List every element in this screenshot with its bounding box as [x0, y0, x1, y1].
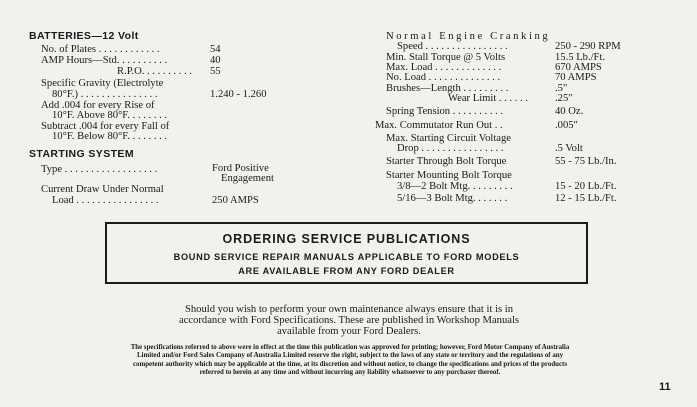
- amp-std-value: 40: [210, 55, 221, 66]
- mount-38-value: 15 - 20 Lb./Ft.: [555, 181, 617, 192]
- fineprint-line1: The specifications referred to above were in effect at the time this publication was approved for printing; however, Ford Motor Company of Australia: [130, 344, 570, 351]
- fineprint-line2: Limited and/or Ford Sales Company of Australia Limited reserve the right, subject to the laws of any state or territory and the regulations of any: [136, 352, 564, 359]
- ordering-notice-box: [105, 222, 588, 284]
- max-load-label: Max. Load . . . . . . . . . . . . .: [386, 62, 502, 73]
- stall-torque-value: 15.5 Lb./Ft.: [555, 52, 606, 63]
- batteries-heading: BATTERIES—12 Volt: [29, 30, 139, 42]
- page-number: 11: [659, 381, 671, 393]
- starting-system-heading: STARTING SYSTEM: [29, 148, 134, 160]
- maintenance-paragraph-line2: accordance with Ford Specifications. These are published in Workshop Manuals: [178, 315, 520, 326]
- subtract-line1: Subtract .004 for every Fall of: [41, 121, 170, 132]
- plates-value: 54: [210, 44, 221, 55]
- spring-tension-label: Spring Tension . . . . . . . . . .: [386, 106, 504, 117]
- max-load-value: 670 AMPS: [555, 62, 602, 73]
- wear-limit-label: Wear Limit . . . . . .: [448, 93, 529, 104]
- cranking-line1: Normal Engine Cranking: [386, 31, 551, 42]
- add-line1: Add .004 for every Rise of: [41, 100, 155, 111]
- stall-torque-label: Min. Stall Torque @ 5 Volts: [386, 52, 506, 63]
- type-value-line1: Ford Positive: [212, 163, 269, 174]
- current-draw-line2: Load . . . . . . . . . . . . . . . .: [52, 195, 159, 206]
- notice-line1: BOUND SERVICE REPAIR MANUALS APPLICABLE TO FORD MODELS: [173, 252, 520, 262]
- specific-gravity-line1: Specific Gravity (Electrolyte: [41, 78, 164, 89]
- voltage-drop-value: .5 Volt: [555, 143, 583, 154]
- brushes-length-label: Brushes—Length . . . . . . . . .: [386, 83, 509, 94]
- commutator-runout-label: Max. Commutator Run Out . .: [375, 120, 503, 131]
- notice-title: ORDERING SERVICE PUBLICATIONS: [222, 232, 471, 246]
- cranking-value: 250 - 290 RPM: [555, 41, 621, 52]
- subtract-line2: 10°F. Below 80°F. . . . . . . .: [52, 131, 168, 142]
- amp-rpo-label: R.P.O. . . . . . . . . .: [117, 66, 193, 77]
- current-draw-line1: Current Draw Under Normal: [41, 184, 164, 195]
- type-label: Type . . . . . . . . . . . . . . . . . .: [41, 164, 158, 175]
- amp-rpo-value: 55: [210, 66, 221, 77]
- no-load-value: 70 AMPS: [555, 72, 597, 83]
- no-load-label: No. Load . . . . . . . . . . . . . .: [386, 72, 501, 83]
- plates-label: No. of Plates . . . . . . . . . . . .: [41, 44, 160, 55]
- brushes-length-value: .5": [555, 83, 568, 94]
- maintenance-paragraph-line1: Should you wish to perform your own maintenance always ensure that it is in: [184, 304, 514, 315]
- mounting-bolt-label: Starter Mounting Bolt Torque: [386, 170, 512, 181]
- type-value-line2: Engagement: [221, 173, 274, 184]
- mount-38-label: 3/8—2 Bolt Mtg. . . . . . . . .: [397, 181, 513, 192]
- commutator-runout-value: .005": [555, 120, 578, 131]
- maintenance-paragraph-line3: available from your Ford Dealers.: [277, 326, 421, 337]
- specific-gravity-value: 1.240 - 1.260: [210, 89, 267, 100]
- fineprint-line3: competent authority which may be applicable at the time, at its discretion and without notice, to change the specifications and prices of the products: [132, 361, 568, 368]
- current-draw-value: 250 AMPS: [212, 195, 259, 206]
- cranking-line2: Speed . . . . . . . . . . . . . . . .: [397, 41, 508, 52]
- amp-std-label: AMP Hours—Std. . . . . . . . . .: [41, 55, 168, 66]
- voltage-drop-line1: Max. Starting Circuit Voltage: [386, 133, 511, 144]
- add-line2: 10°F. Above 80°F. . . . . . . .: [52, 110, 168, 121]
- wear-limit-value: .25": [555, 93, 573, 104]
- through-bolt-label: Starter Through Bolt Torque: [386, 156, 507, 167]
- mount-516-value: 12 - 15 Lb./Ft.: [555, 193, 617, 204]
- spring-tension-value: 40 Oz.: [555, 106, 584, 117]
- notice-line2: ARE AVAILABLE FROM ANY FORD DEALER: [238, 266, 455, 276]
- specific-gravity-line2: 80°F.) . . . . . . . . . . . . . . .: [52, 89, 158, 100]
- voltage-drop-line2: Drop . . . . . . . . . . . . . . . .: [397, 143, 504, 154]
- fineprint-line4: referred to herein at any time and without incurring any liability whatsoever to any purchaser thereof.: [199, 369, 501, 376]
- mount-516-label: 5/16—3 Bolt Mtg. . . . . . .: [397, 193, 508, 204]
- through-bolt-value: 55 - 75 Lb./In.: [555, 156, 617, 167]
